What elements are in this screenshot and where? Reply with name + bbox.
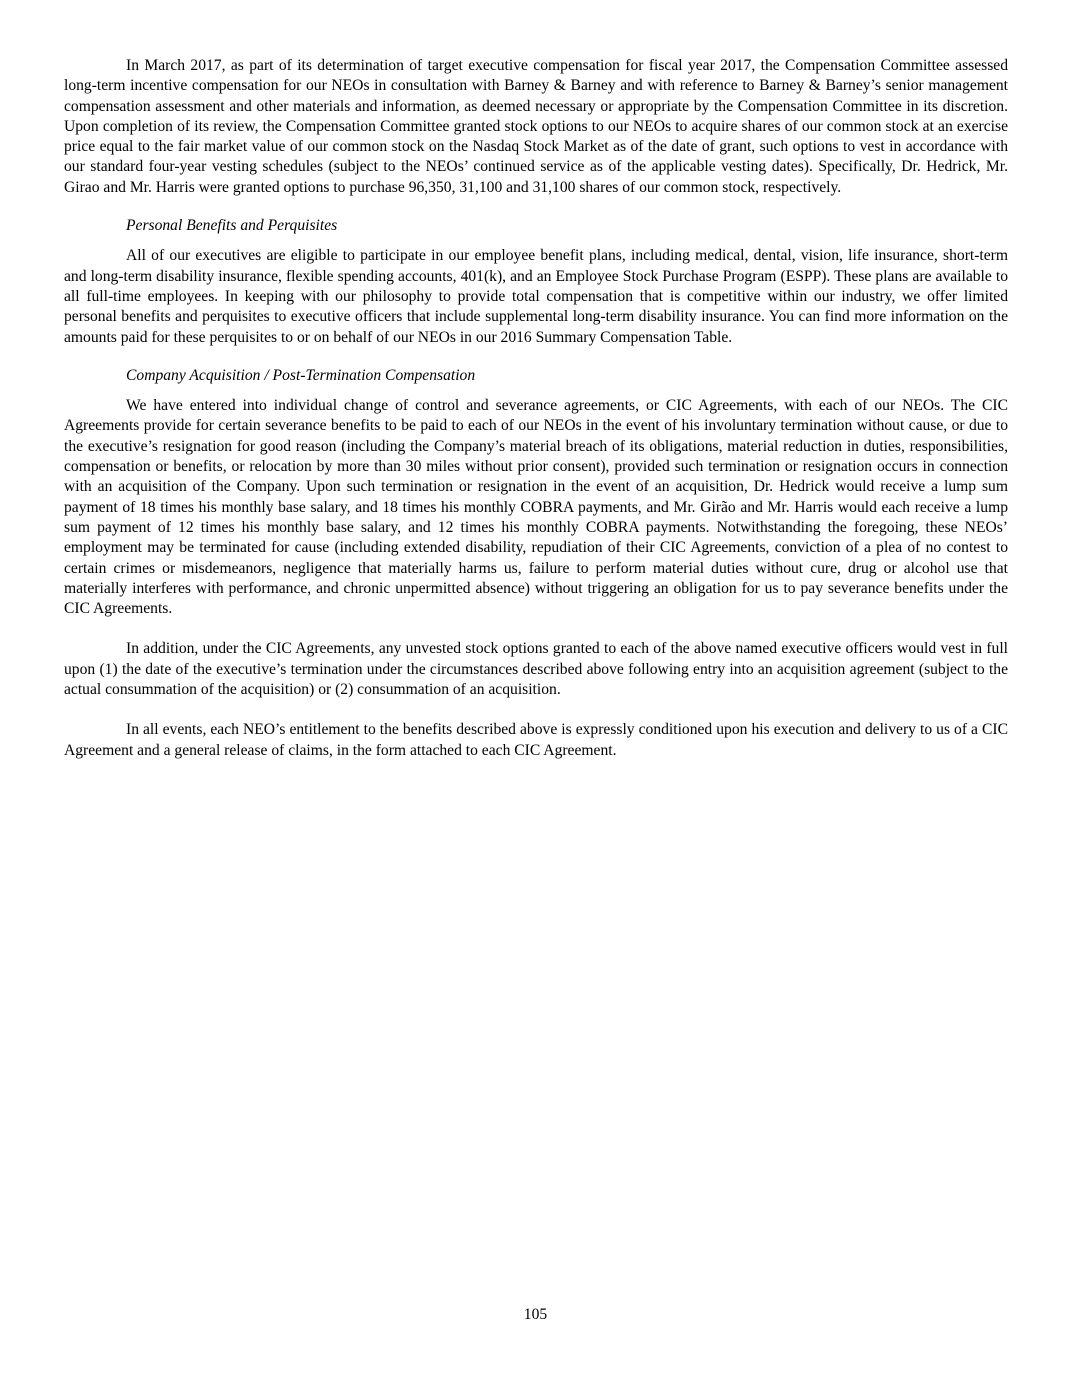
heading-company-acquisition: Company Acquisition / Post-Termination Compensation [126, 366, 476, 384]
paragraph-long-term-incentive: In March 2017, as part of its determination of target executive compensation for fiscal year 2017, the Compensation Committee assessed long-term incentive compensation for our NEOs in consultation with Barney & Barney and with reference to Barney & Barney’s senior management compensation assessment and other materials and information, as deemed necessary or appropriate by the Compensation Committee in its discretion. Upon completion of its review, the Compensation Committee granted stock options to our NEOs to acquire shares of our common stock at an exercise price equal to the fair market value of our common stock on the Nasdaq Stock Market as of the date of grant, such options to vest in accordance with our standard four-year vesting schedules (subject to the NEOs’ continued service as of the applicable vesting dates). Specifically, Dr. Hedrick, Mr. Girao and Mr. Harris were granted options to purchase 96,350, 31,100 and 31,100 shares of our common stock, respectively. [64, 57, 1008, 196]
page-number: 105 [523, 1306, 548, 1323]
heading-personal-benefits: Personal Benefits and Perquisites [126, 217, 338, 235]
paragraph-benefits: All of our executives are eligible to participate in our employee benefit plans, including medical, dental, vision, life insurance, short-term and long-term disability insurance, flexible spending accounts, 401(k), and an Employee Stock Purchase Program (ESPP). These plans are available to all full-time employees. In keeping with our philosophy to provide total compensation that is competitive within our industry, we offer limited personal benefits and perquisites to executive officers that include supplemental long-term disability insurance. You can find more information on the amounts paid for these perquisites to or on behalf of our NEOs in our 2016 Summary Compensation Table. [64, 247, 1008, 346]
paragraph-option-vesting: In addition, under the CIC Agreements, any unvested stock options granted to each of the above named executive officers would vest in full upon (1) the date of the executive’s termination under the circumstances described above following entry into an acquisition agreement (subject to the actual consummation of the acquisition) or (2) consummation of an acquisition. [64, 640, 1008, 699]
paragraph-release-conditions: In all events, each NEO’s entitlement to the benefits described above is expressly conditioned upon his execution and delivery to us of a CIC Agreement and a general release of claims, in the form attached to each CIC Agreement. [64, 721, 1008, 759]
document-body [64, 56, 1008, 761]
paragraph-cic-agreements: We have entered into individual change of control and severance agreements, or CIC Agreements, with each of our NEOs. The CIC Agreements provide for certain severance benefits to be paid to each of our NEOs in the event of his involuntary termination without cause, or due to the executive’s resignation for good reason (including the Company’s material breach of its obligations, material reduction in duties, responsibilities, compensation or benefits, or relocation by more than 30 miles without prior consent), provided such termination or resignation occurs in connection with an acquisition of the Company. Upon such termination or resignation in the event of an acquisition, Dr. Hedrick would receive a lump sum payment of 18 times his monthly base salary, and 18 times his monthly COBRA payments, and Mr. Girão and Mr. Harris would each receive a lump sum payment of 12 times his monthly base salary, and 12 times his monthly COBRA payments. Notwithstanding the foregoing, these NEOs’ employment may be terminated for cause (including extended disability, repudiation of their CIC Agreements, conviction of a plea of no contest to certain crimes or misdemeanors, negligence that materially harms us, failure to perform material duties without cure, drug or alcohol use that materially interferes with performance, and chronic unpermitted absence) without triggering an obligation for us to pay severance benefits under the CIC Agreements. [64, 397, 1008, 618]
